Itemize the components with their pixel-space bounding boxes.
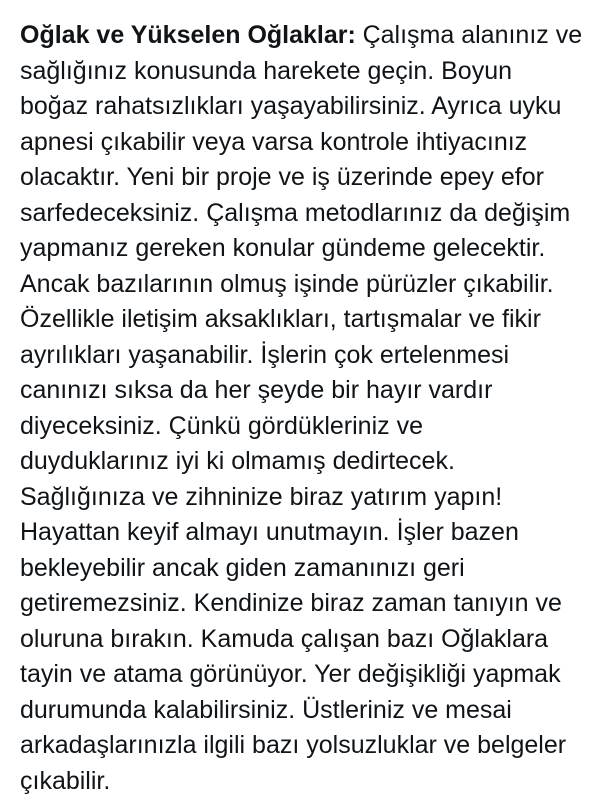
post-line: Hayattan keyif almayı unutmayın. İşler bazen — [20, 518, 519, 546]
post-line: Sağlığınıza ve zihninize biraz yatırım yapın! — [20, 482, 503, 511]
post-line-text: Çalışma alanınız ve — [362, 21, 583, 49]
post-line: duyduklarınız iyi ki olmamış dedirtecek. — [20, 447, 455, 475]
post-line: bekleyebilir ancak giden zamanınızı geri — [20, 553, 465, 582]
post-line: boğaz rahatsızlıkları yaşayabilirsiniz. Ayrıca uyku — [20, 92, 562, 120]
post-line: Özellikle iletişim aksaklıkları, tartışmalar ve fikir — [20, 305, 541, 333]
post-line: Ancak bazılarının olmuş işinde pürüzler çıkabilir. — [20, 269, 554, 298]
post-line: arkadaşlarınızla ilgili bazı yolsuzluklar ve belgeler — [20, 731, 567, 759]
post-line: diyeceksiniz. Çünkü gördükleriniz ve — [20, 411, 423, 440]
post-line: apnesi çıkabilir veya varsa kontrole ihtiyacınız — [20, 127, 528, 156]
post-line: getiremezsiniz. Kendinize biraz zaman tanıyın ve — [20, 589, 562, 617]
post-line: sağlığınız konusunda harekete geçin. Boyun — [20, 56, 513, 85]
post-text — [20, 18, 595, 799]
post-line: yapmanız gereken konular gündeme gelecektir. — [20, 234, 546, 262]
post-line: tayin ve atama görünüyor. Yer değişikliği yapmak — [20, 660, 561, 688]
post-heading: Oğlak ve Yükselen Oğlaklar: — [20, 21, 356, 49]
post-line: ayrılıkları yaşanabilir. İşlerin çok ertelenmesi — [20, 340, 510, 369]
post-line: sarfedeceksiniz. Çalışma metodlarınız da değişim — [20, 198, 571, 227]
post-line: durumunda kalabilirsiniz. Üstleriniz ve mesai — [20, 695, 512, 724]
post-line: oluruna bırakın. Kamuda çalışan bazı Oğlaklara — [20, 624, 549, 653]
post-line: olacaktır. Yeni bir proje ve iş üzerinde epey efor — [20, 163, 544, 191]
post-line: canınızı sıksa da her şeyde bir hayır vardır — [20, 376, 493, 404]
post-line — [20, 18, 595, 54]
post-line: çıkabilir. — [20, 766, 111, 795]
